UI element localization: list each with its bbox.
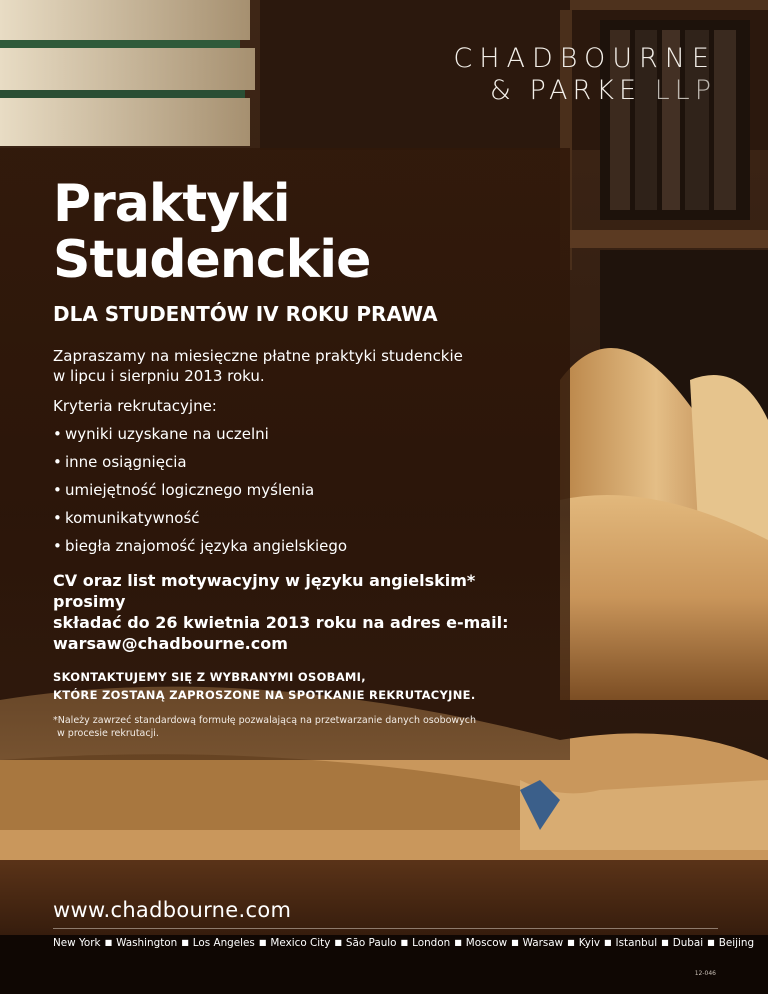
criteria-title: Kryteria rekrutacyjne: [53,397,217,415]
contact-line-2: KTÓRE ZOSTANĄ ZAPROSZONE NA SPOTKANIE REKRUTACYJNE. [53,688,476,702]
intro-line-2: w lipcu i sierpniu 2013 roku. [53,367,265,385]
title-line-2: Studenckie [53,230,371,290]
city-label: Dubai [672,937,704,949]
subheading: DLA STUDENTÓW IV ROKU PRAWA [53,302,438,326]
footer [53,898,755,949]
intro-text [53,346,573,386]
email-link[interactable]: warsaw@chadbourne.com [53,634,288,653]
footnote [53,714,573,740]
contact-line-1: SKONTAKTUJEMY SIĘ Z WYBRANYMI OSOBAMI, [53,670,366,684]
separator-icon: ■ [104,938,113,947]
logo-llp: LLP [654,75,716,106]
bullet-icon: • [53,481,62,499]
logo-line-2 [453,76,716,106]
intro-line-1: Zapraszamy na miesięczne płatne praktyki studenckie [53,347,463,365]
separator-icon: ■ [707,938,715,947]
bullet-icon: • [53,425,62,443]
criteria-item-label: komunikatywność [65,509,200,527]
list-item [53,508,573,536]
criteria-item-label: umiejętność logicznego myślenia [65,481,315,499]
company-logo [453,44,716,106]
footer-divider [53,928,718,929]
contact-notice [53,668,573,704]
separator-icon: ■ [511,938,519,947]
document-code: 12-046 [694,970,716,977]
office-cities [53,937,755,949]
city-label: Istanbul [615,937,658,949]
separator-icon: ■ [567,938,575,947]
separator-icon: ■ [400,938,409,947]
criteria-item-label: inne osiągnięcia [65,453,187,471]
city-label: London [412,937,451,949]
separator-icon: ■ [258,938,267,947]
cv-line-2: składać do 26 kwietnia 2013 roku na adres e-mail: [53,613,509,632]
list-item [53,452,573,480]
separator-icon: ■ [603,938,612,947]
separator-icon: ■ [334,938,342,947]
bullet-icon: • [53,537,62,555]
separator-icon: ■ [454,938,462,947]
title-line-1: Praktyki [53,174,290,234]
footnote-line-2: w procesie rekrutacji. [57,728,159,739]
city-label: New York [53,937,101,949]
cv-line-1: CV oraz list motywacyjny w języku angielskim* prosimy [53,571,476,611]
bullet-icon: • [53,453,62,471]
city-label: Moscow [465,937,508,949]
list-item [53,480,573,508]
criteria-item-label: biegła znajomość języka angielskiego [65,537,348,555]
city-label: Washington [116,937,178,949]
logo-line-1: CHADBOURNE [453,43,716,74]
main-content [53,176,573,740]
city-label: Kyiv [578,937,600,949]
criteria-list [53,424,573,564]
logo-line-2-main: & PARKE [489,75,642,106]
website-link[interactable]: www.chadbourne.com [53,898,292,922]
criteria-item-label: wyniki uzyskane na uczelni [65,425,269,443]
page-title [53,176,573,288]
city-label: Los Angeles [192,937,255,949]
cv-instructions [53,570,523,654]
list-item [53,536,573,564]
separator-icon: ■ [181,938,189,947]
city-label: Beijing [718,937,755,949]
city-label: Mexico City [270,937,331,949]
list-item [53,424,573,452]
city-label: Warsaw [522,937,564,949]
separator-icon: ■ [661,938,669,947]
footnote-line-1: *Należy zawrzeć standardową formułę pozwalającą na przetwarzanie danych osobowych [53,715,477,726]
city-label: São Paulo [345,937,397,949]
bullet-icon: • [53,509,62,527]
